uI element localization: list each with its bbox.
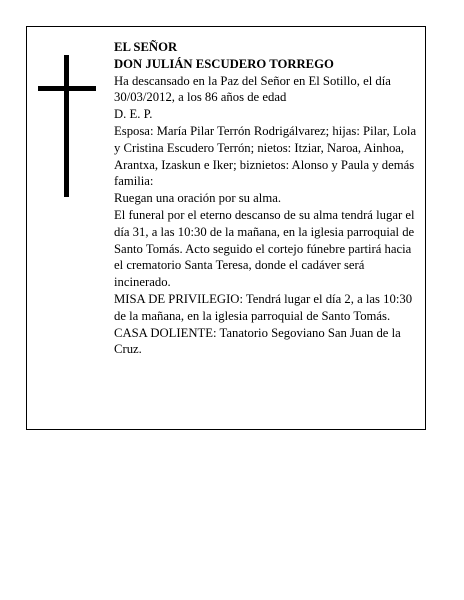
prayer-request: Ruegan una oración por su alma.: [114, 191, 282, 206]
rip-line: D. E. P.: [114, 107, 153, 122]
family-list: Esposa: María Pilar Terrón Rodrigálvarez; hijas: Pilar, Lola y Cristina Escudero Terrón; nietos: Itziar, Naroa, Ainhoa, Arantxa, Izaskun e Iker; biznietos: Alonso y Paula y demás familia:: [114, 123, 417, 189]
notice-content: [114, 39, 420, 358]
funeral-details: El funeral por el eterno descanso de su alma tendrá lugar el día 31, a las 10:30 de la mañana, en la iglesia parroquial de Santo Tomás. Acto seguido el cortejo fúnebre partirá hacia el crematorio Santa Teresa, donde el cadáver será incinerado.: [114, 207, 415, 290]
privilege-mass: MISA DE PRIVILEGIO: Tendrá lugar el día 2, a las 10:30 de la mañana, en la iglesia parroquial de Santo Tomás.: [114, 291, 413, 323]
mourning-house: CASA DOLIENTE: Tanatorio Segoviano San Juan de la Cruz.: [114, 325, 401, 357]
cross-icon: [38, 55, 96, 197]
cross-vertical-bar: [64, 55, 69, 197]
obituary-notice: [26, 26, 426, 430]
cross-horizontal-bar: [38, 86, 96, 91]
deceased-name: DON JULIÁN ESCUDERO TORREGO: [114, 56, 334, 71]
title-honorific: EL SEÑOR: [114, 40, 178, 54]
death-announcement: Ha descansado en la Paz del Señor en El Sotillo, el día 30/03/2012, a los 86 años de edad: [114, 73, 391, 105]
